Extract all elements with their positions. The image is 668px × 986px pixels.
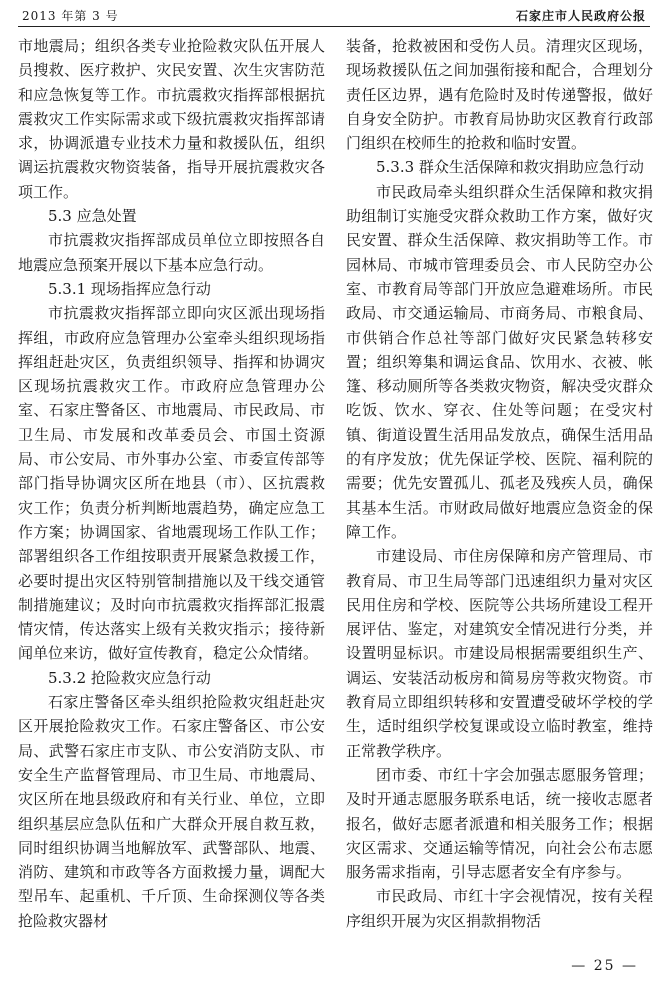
body-paragraph: 市建设局、市住房保障和房产管理局、市教育局、市卫生局等部门迅速组织力量对灾区民用住房和学校、医院等公共场所建设工程开展评估、鉴定，对建筑安全情况进行分类，并设置明显标识。市建设局根据需要组织生产、调运、安装活动板房和简易房等救灾物资。市教育局立即组织转移和安置遭受破坏学校的学生，适时组织学校复课或设立临时教室，维持正常教学秩序。 [346, 547, 653, 760]
body-paragraph: 市民政局牵头组织群众生活保障和救灾捐助组制订实施受灾群众救助工作方案，做好灾民安置、群众生活保障、救灾捐助等工作。市园林局、市城市管理委员会、市人民防空办公室、市教育局等部门开放应急避难场所。市民政局、市交通运输局、市商务局、市粮食局、市供销合作总社等部门做好灾民紧急转移安置；组织筹集和调运食品、饮用水、衣被、帐篷、移动厕所等各类救灾物资，解决受灾群众吃饭、饮水、穿衣、住处等问题；在受灾村镇、街道设置生活用品发放点，确保生活用品的有序发放；优先保证学校、医院、福利院的需要；优先安置孤儿、孤老及残疾人员，确保其基本生活。市财政局做好地震应急资金的保障工作。 [346, 182, 653, 541]
section-heading: 5.3.3 群众生活保障和救灾捐助应急行动 [376, 158, 644, 177]
left-column [18, 34, 325, 952]
page-header [18, 6, 650, 27]
right-column [346, 34, 653, 952]
body-paragraph: 团市委、市红十字会加强志愿服务管理；及时开通志愿服务联系电话，统一接收志愿者报名，做好志愿者派遣和相关服务工作；根据灾区需求、交通运输等情况，向社会公布志愿服务需求指南，引导志愿者安全有序参与。 [346, 765, 653, 882]
body-paragraph: 石家庄警备区牵头组织抢险救灾组赶赴灾区开展抢险救灾工作。石家庄警备区、市公安局、武警石家庄市支队、市公安消防支队、市安全生产监督管理局、市卫生局、市地震局、灾区所在地县级政府和有关行业、单位，立即组织基层应急队伍和广大群众开展自救互救，同时组织协调当地解放军、武警部队、地震、消防、建筑和市政等各方面救援力量，调配大型吊车、起重机、千斤顶、生命探测仪等各类抢险救灾器材 [18, 693, 325, 930]
publication-title: 石家庄市人民政府公报 [515, 9, 646, 23]
section-heading: 5.3 应急处置 [48, 207, 137, 226]
continued-paragraph: 市地震局；组织各类专业抢险救灾队伍开展人员搜救、医疗救护、灾民安置、次生灾害防范和应急恢复等工作。市抗震救灾指挥部根据抗震救灾工作实际需求或下级抗震救灾指挥部请求，协调派遣专业技术力量和救援队伍，组织调运抗震救灾物资装备，指导开展抗震救灾各项工作。 [18, 37, 325, 201]
body-paragraph: 市民政局、市红十字会视情况，按有关程序组织开展为灾区捐款捐物活 [346, 887, 653, 930]
body-paragraph: 市抗震救灾指挥部立即向灾区派出现场指挥组，市政府应急管理办公室牵头组织现场指挥组赶赴灾区，负责组织领导、指挥和协调灾区现场抗震救灾工作。市政府应急管理办公室、石家庄警备区、市地震局、市民政局、市卫生局、市发展和改革委员会、市国土资源局、市公安局、市外事办公室、市委宣传部等部门指导协调灾区所在地县（市）、区抗震救灾工作；负责分析判断地震趋势，确定应急工作方案；协调国家、省地震现场工作队工作；部署组织各工作组按职责开展紧急救援工作，必要时提出灾区特别管制措施以及干线交通管制措施建议；及时向市抗震救灾指挥部汇报震情灾情，传达落实上级有关救灾指示；接待新闻单位来访，做好宣传教育，稳定公众情绪。 [18, 304, 325, 663]
continued-paragraph: 装备，抢救被困和受伤人员。清理灾区现场，现场救援队伍之间加强衔接和配合，合理划分责任区边界，遇有危险时及时传递警报，做好自身安全防护。市教育局协助灾区教育行政部门组织在校师生的抢救和临时安置。 [346, 37, 653, 153]
page-number: — 25 — [571, 958, 638, 974]
body-paragraph: 市抗震救灾指挥部成员单位立即按照各自地震应急预案开展以下基本应急行动。 [18, 231, 325, 274]
section-heading: 5.3.1 现场指挥应急行动 [48, 279, 211, 298]
issue-label: 2013 年第 3 号 [22, 9, 119, 23]
section-heading: 5.3.2 抢险救灾应急行动 [48, 668, 211, 687]
